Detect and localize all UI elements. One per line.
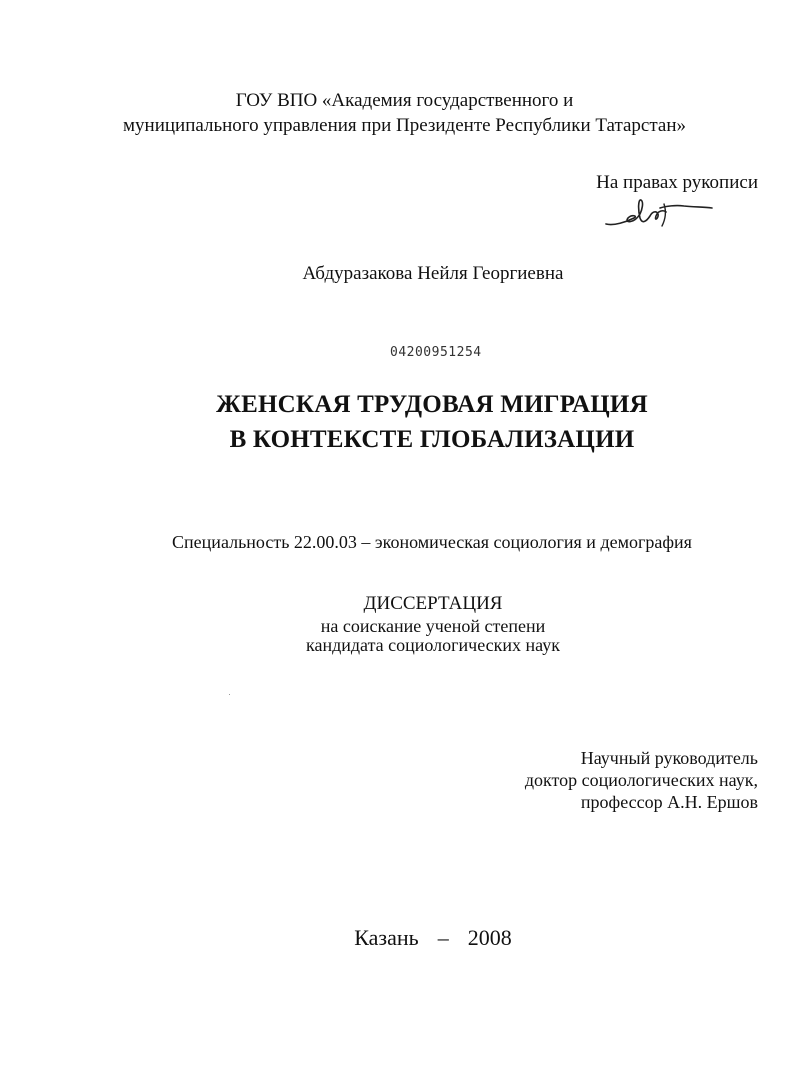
specialty-line: Специальность 22.00.03 – экономическая социология и демография [172, 532, 692, 552]
city-year: Казань – 2008 [354, 925, 512, 950]
institution-line-2: муниципального управления при Президенте Республики Татарстан» [123, 115, 686, 136]
advisor-name: профессор А.Н. Ершов [580, 792, 758, 812]
manuscript-rights-note: На правах рукописи [596, 172, 758, 193]
advisor-role: Научный руководитель [580, 748, 758, 768]
registration-number: 04200951254 [390, 345, 482, 360]
advisor-degree: доктор социологических наук, [524, 770, 758, 790]
dissertation-label: ДИССЕРТАЦИЯ [363, 593, 503, 614]
institution-line-1: ГОУ ВПО «Академия государственного и [235, 90, 574, 111]
signature-icon [604, 196, 714, 230]
dissertation-title-line-1: ЖЕНСКАЯ ТРУДОВАЯ МИГРАЦИЯ [216, 391, 648, 418]
degree-purpose-line-1: на соискание ученой степени [320, 616, 546, 636]
author-name: Абдуразакова Нейля Георгиевна [302, 263, 564, 284]
dissertation-title-line-2: В КОНТЕКСТЕ ГЛОБАЛИЗАЦИИ [229, 426, 635, 453]
scan-speck [229, 694, 230, 695]
degree-purpose-line-2: кандидата социологических наук [306, 635, 560, 655]
